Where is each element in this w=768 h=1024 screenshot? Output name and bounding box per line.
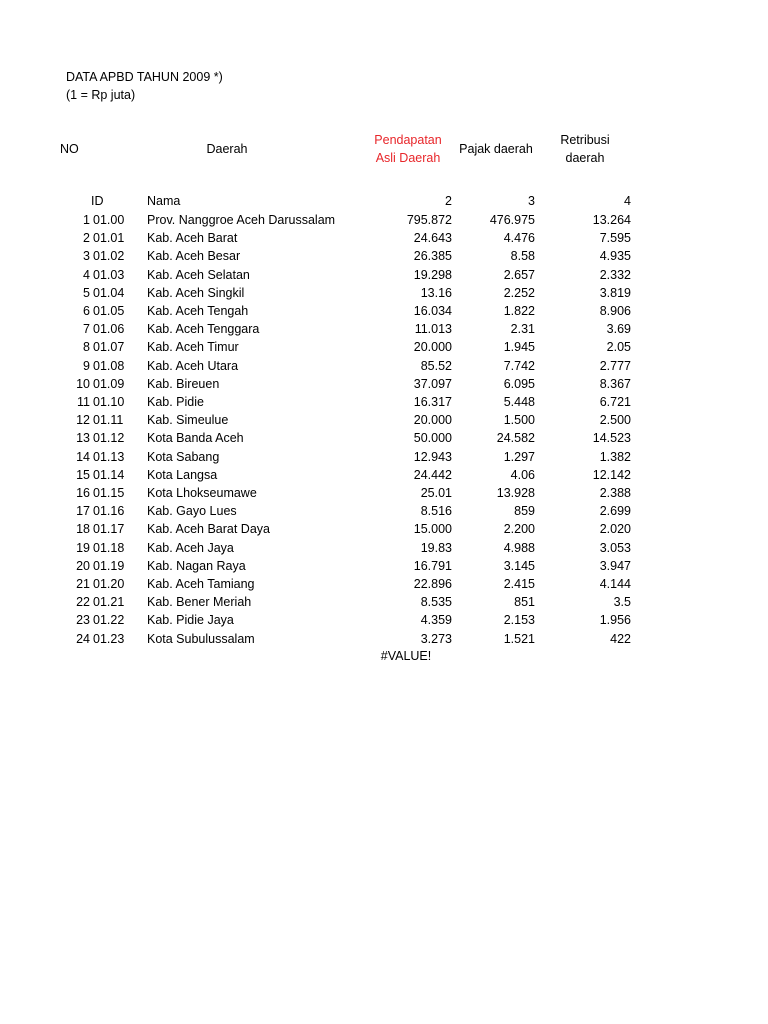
row-pendapatan-asli-daerah: 19.83 xyxy=(420,540,452,555)
row-no: 2 xyxy=(83,231,90,246)
table-row xyxy=(0,357,768,375)
row-pajak-daerah: 1.945 xyxy=(503,340,535,355)
row-nama: Kab. Bener Meriah xyxy=(147,595,252,610)
row-pajak-daerah: 2.31 xyxy=(510,322,535,337)
row-pajak-daerah: 3.145 xyxy=(503,558,535,573)
row-pajak-daerah: 2.153 xyxy=(503,613,535,628)
row-pendapatan-asli-daerah: 22.896 xyxy=(413,577,452,591)
row-retribusi-daerah: 2.699 xyxy=(599,504,631,519)
row-pendapatan-asli-daerah: 26.385 xyxy=(413,249,452,264)
subheader-col-2: 2 xyxy=(445,194,452,208)
row-no: 6 xyxy=(83,304,90,318)
row-no: 11 xyxy=(77,395,90,409)
table-row xyxy=(0,520,768,538)
error-cell: #VALUE! xyxy=(380,649,432,663)
row-id: 01.02 xyxy=(93,249,125,264)
row-pajak-daerah: 4.476 xyxy=(503,231,535,246)
row-pendapatan-asli-daerah: 8.535 xyxy=(420,595,452,610)
row-pajak-daerah: 1.500 xyxy=(503,413,535,428)
row-retribusi-daerah: 1.956 xyxy=(599,613,631,628)
row-retribusi-daerah: 8.906 xyxy=(599,304,631,318)
row-no: 3 xyxy=(83,249,90,264)
row-retribusi-daerah: 2.05 xyxy=(606,340,631,355)
row-nama: Kab. Aceh Tenggara xyxy=(147,322,260,337)
row-pendapatan-asli-daerah: 24.643 xyxy=(413,231,452,246)
row-no: 16 xyxy=(76,486,90,500)
row-no: 5 xyxy=(83,285,90,300)
row-retribusi-daerah: 13.264 xyxy=(592,213,631,227)
table-row xyxy=(0,611,768,629)
row-id: 01.01 xyxy=(93,231,125,246)
table-row xyxy=(0,338,768,356)
row-no: 1 xyxy=(83,213,90,227)
table-row xyxy=(0,284,768,302)
table-row xyxy=(0,302,768,320)
row-nama: Kab. Pidie Jaya xyxy=(147,613,234,628)
row-pendapatan-asli-daerah: 13.16 xyxy=(420,285,452,300)
subheader-id: ID xyxy=(91,194,104,208)
row-id: 01.08 xyxy=(93,358,125,373)
table-row xyxy=(0,266,768,284)
row-pendapatan-asli-daerah: 24.442 xyxy=(413,467,452,482)
row-retribusi-daerah: 7.595 xyxy=(599,231,631,246)
row-nama: Kab. Aceh Selatan xyxy=(147,267,250,282)
row-id: 01.10 xyxy=(93,395,125,409)
row-nama: Kab. Pidie xyxy=(147,395,204,409)
row-no: 19 xyxy=(76,540,90,555)
row-retribusi-daerah: 3.69 xyxy=(606,322,631,337)
row-nama: Kab. Aceh Tamiang xyxy=(147,577,255,591)
row-id: 01.13 xyxy=(93,449,125,464)
row-nama: Kab. Aceh Besar xyxy=(147,249,241,264)
row-retribusi-daerah: 2.020 xyxy=(599,522,631,537)
row-pendapatan-asli-daerah: 37.097 xyxy=(413,376,452,391)
subheader-col-3: 3 xyxy=(528,194,535,208)
row-pajak-daerah: 859 xyxy=(514,504,535,519)
row-id: 01.23 xyxy=(93,631,125,646)
row-no: 4 xyxy=(83,267,90,282)
row-id: 01.20 xyxy=(93,577,125,591)
row-no: 15 xyxy=(76,467,90,482)
row-pajak-daerah: 7.742 xyxy=(503,358,535,373)
table-row xyxy=(0,593,768,611)
row-pajak-daerah: 2.200 xyxy=(503,522,535,537)
row-retribusi-daerah: 4.935 xyxy=(599,249,631,264)
row-pajak-daerah: 2.252 xyxy=(503,285,535,300)
row-retribusi-daerah: 2.777 xyxy=(599,358,631,373)
row-no: 18 xyxy=(76,522,90,537)
table-row xyxy=(0,630,768,648)
row-nama: Kab. Aceh Barat Daya xyxy=(147,522,270,537)
row-no: 22 xyxy=(76,595,90,610)
row-pajak-daerah: 13.928 xyxy=(496,486,535,500)
row-pajak-daerah: 2.415 xyxy=(503,577,535,591)
table-row xyxy=(0,502,768,520)
row-pendapatan-asli-daerah: 20.000 xyxy=(413,340,452,355)
row-no: 20 xyxy=(76,558,90,573)
row-id: 01.03 xyxy=(93,267,125,282)
row-retribusi-daerah: 3.947 xyxy=(599,558,631,573)
row-pajak-daerah: 4.988 xyxy=(503,540,535,555)
row-nama: Kab. Gayo Lues xyxy=(147,504,237,519)
table-row xyxy=(0,211,768,229)
row-id: 01.04 xyxy=(93,285,125,300)
row-retribusi-daerah: 14.523 xyxy=(592,431,631,446)
row-id: 01.19 xyxy=(93,558,125,573)
row-nama: Kota Banda Aceh xyxy=(147,431,244,446)
row-pajak-daerah: 2.657 xyxy=(503,267,535,282)
row-retribusi-daerah: 2.332 xyxy=(599,267,631,282)
row-nama: Kota Lhokseumawe xyxy=(147,486,257,500)
row-id: 01.16 xyxy=(93,504,125,519)
row-nama: Kab. Aceh Utara xyxy=(147,358,239,373)
row-nama: Kota Sabang xyxy=(147,449,220,464)
table-row xyxy=(0,393,768,411)
row-pendapatan-asli-daerah: 795.872 xyxy=(406,213,452,227)
row-pajak-daerah: 8.58 xyxy=(510,249,535,264)
row-pendapatan-asli-daerah: 50.000 xyxy=(413,431,452,446)
row-retribusi-daerah: 12.142 xyxy=(592,467,631,482)
row-retribusi-daerah: 8.367 xyxy=(599,376,631,391)
row-retribusi-daerah: 2.388 xyxy=(599,486,631,500)
row-pendapatan-asli-daerah: 12.943 xyxy=(413,449,452,464)
subheader-row xyxy=(0,192,768,210)
row-pendapatan-asli-daerah: 16.791 xyxy=(413,558,452,573)
table-row xyxy=(0,448,768,466)
row-nama: Kota Subulussalam xyxy=(147,631,255,646)
row-pendapatan-asli-daerah: 16.034 xyxy=(413,304,452,318)
table-row xyxy=(0,375,768,393)
table-row xyxy=(0,411,768,429)
row-retribusi-daerah: 3.053 xyxy=(599,540,631,555)
row-id: 01.12 xyxy=(93,431,125,446)
row-pendapatan-asli-daerah: 8.516 xyxy=(420,504,452,519)
table-row xyxy=(0,429,768,447)
row-no: 17 xyxy=(76,504,90,519)
row-id: 01.00 xyxy=(93,213,125,227)
row-nama: Prov. Nanggroe Aceh Darussalam xyxy=(147,213,336,227)
row-retribusi-daerah: 4.144 xyxy=(599,577,631,591)
row-pendapatan-asli-daerah: 85.52 xyxy=(420,358,452,373)
row-pendapatan-asli-daerah: 3.273 xyxy=(420,631,452,646)
table-row xyxy=(0,557,768,575)
unit-note: (1 = Rp juta) xyxy=(66,88,136,102)
row-no: 10 xyxy=(76,376,90,391)
row-pendapatan-asli-daerah: 19.298 xyxy=(413,267,452,282)
header-daerah: Daerah xyxy=(206,142,248,156)
row-pajak-daerah: 851 xyxy=(514,595,535,610)
row-pendapatan-asli-daerah: 4.359 xyxy=(420,613,452,628)
row-pajak-daerah: 476.975 xyxy=(489,213,535,227)
row-nama: Kab. Aceh Singkil xyxy=(147,285,245,300)
row-id: 01.07 xyxy=(93,340,125,355)
row-nama: Kab. Aceh Jaya xyxy=(147,540,234,555)
row-nama: Kab. Aceh Timur xyxy=(147,340,239,355)
table-row xyxy=(0,539,768,557)
row-retribusi-daerah: 422 xyxy=(610,631,631,646)
row-id: 01.21 xyxy=(93,595,125,610)
row-no: 24 xyxy=(76,631,90,646)
row-no: 14 xyxy=(76,449,90,464)
row-pendapatan-asli-daerah: 15.000 xyxy=(413,522,452,537)
row-pendapatan-asli-daerah: 25.01 xyxy=(420,486,452,500)
row-pajak-daerah: 5.448 xyxy=(503,395,535,409)
table-row xyxy=(0,575,768,593)
row-retribusi-daerah: 2.500 xyxy=(599,413,631,428)
row-no: 8 xyxy=(83,340,90,355)
header-pajak-daerah: Pajak daerah xyxy=(459,142,533,156)
table-row xyxy=(0,229,768,247)
row-id: 01.11 xyxy=(93,413,124,428)
row-no: 21 xyxy=(76,577,90,591)
table-row xyxy=(0,320,768,338)
table-row xyxy=(0,247,768,265)
row-id: 01.09 xyxy=(93,376,125,391)
row-pendapatan-asli-daerah: 11.013 xyxy=(414,322,452,337)
header-retribusi-daerah: Retribusi daerah xyxy=(560,133,610,165)
row-pendapatan-asli-daerah: 20.000 xyxy=(413,413,452,428)
row-retribusi-daerah: 1.382 xyxy=(599,449,631,464)
row-no: 23 xyxy=(76,613,90,628)
row-pajak-daerah: 1.521 xyxy=(503,631,535,646)
row-id: 01.17 xyxy=(93,522,125,537)
row-id: 01.18 xyxy=(93,540,125,555)
row-pajak-daerah: 4.06 xyxy=(510,467,535,482)
row-nama: Kab. Nagan Raya xyxy=(147,558,246,573)
row-id: 01.15 xyxy=(93,486,125,500)
row-id: 01.06 xyxy=(93,322,125,337)
row-nama: Kab. Aceh Barat xyxy=(147,231,238,246)
row-pajak-daerah: 1.822 xyxy=(503,304,535,318)
row-pajak-daerah: 1.297 xyxy=(503,449,535,464)
row-nama: Kab. Aceh Tengah xyxy=(147,304,249,318)
row-pendapatan-asli-daerah: 16.317 xyxy=(413,395,452,409)
row-no: 12 xyxy=(76,413,90,428)
row-no: 7 xyxy=(83,322,90,337)
row-pajak-daerah: 24.582 xyxy=(496,431,535,446)
row-id: 01.05 xyxy=(93,304,125,318)
row-no: 9 xyxy=(83,358,90,373)
subheader-nama: Nama xyxy=(147,194,181,208)
row-nama: Kota Langsa xyxy=(147,467,218,482)
row-id: 01.14 xyxy=(93,467,125,482)
row-no: 13 xyxy=(76,431,90,446)
document-title: DATA APBD TAHUN 2009 *) xyxy=(66,70,223,84)
table-row xyxy=(0,466,768,484)
header-no: NO xyxy=(60,142,79,156)
table-row xyxy=(0,484,768,502)
row-pajak-daerah: 6.095 xyxy=(503,376,535,391)
row-retribusi-daerah: 3.819 xyxy=(599,285,631,300)
header-pendapatan-asli-daerah: Pendapatan Asli Daerah xyxy=(374,133,442,165)
row-nama: Kab. Bireuen xyxy=(147,376,220,391)
row-retribusi-daerah: 6.721 xyxy=(599,395,631,409)
row-retribusi-daerah: 3.5 xyxy=(613,595,631,610)
row-nama: Kab. Simeulue xyxy=(147,413,229,428)
subheader-col-4: 4 xyxy=(624,194,631,208)
row-id: 01.22 xyxy=(93,613,125,628)
